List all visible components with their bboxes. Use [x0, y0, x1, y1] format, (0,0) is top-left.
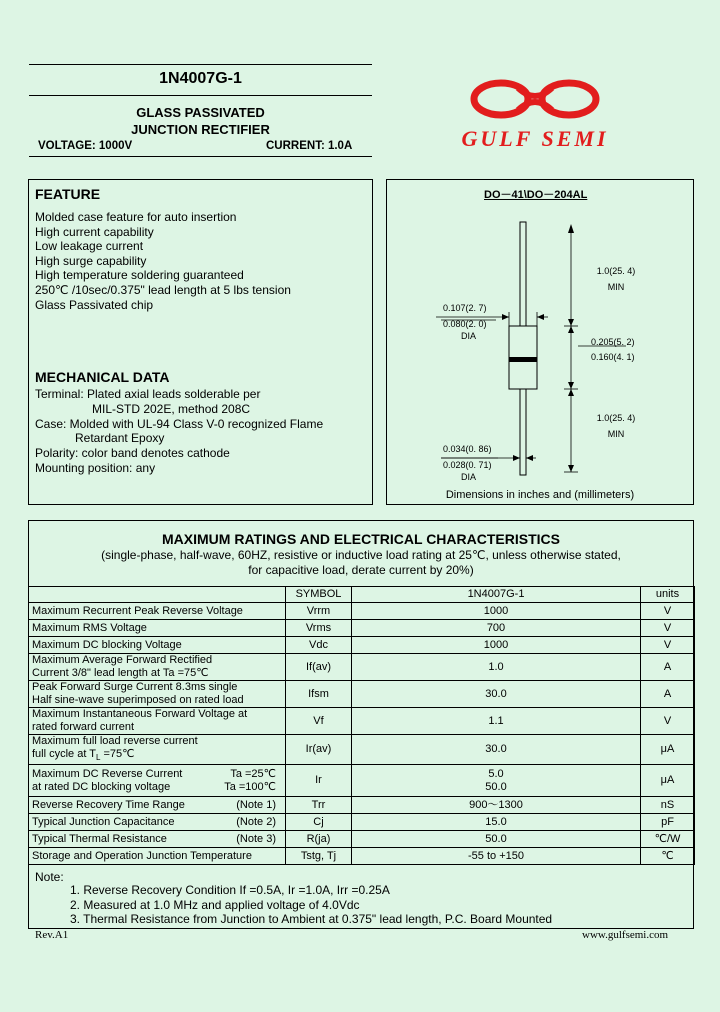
- body-diameter-max: 0.107(2. 7): [443, 303, 487, 313]
- value: 900～1300: [352, 797, 641, 814]
- units-column-header: units: [641, 587, 695, 603]
- symbol-column-header: SYMBOL: [286, 587, 352, 603]
- part-number-title: 1N4007G-1: [159, 70, 242, 87]
- gulf-semi-logo: [460, 76, 610, 154]
- header-rule-mid: [29, 95, 372, 96]
- body-diameter-min: 0.080(2. 0): [443, 319, 487, 329]
- parameter: Peak Forward Surge Current 8.3ms single Half sine-wave superimposed on rated load: [29, 681, 286, 708]
- symbol: Vrms: [286, 620, 352, 637]
- symbol: Ir: [286, 765, 352, 797]
- symbol: Ifsm: [286, 681, 352, 708]
- lead-length-top-min: MIN: [607, 282, 625, 292]
- dimensions-caption: Dimensions in inches and (millimeters): [445, 489, 635, 501]
- value: 1000: [352, 603, 641, 620]
- header-rule-top: [29, 64, 372, 65]
- table-row: [29, 848, 695, 865]
- logo-text: GULF SEMI: [461, 126, 609, 151]
- lead-diameter-label: DIA: [461, 472, 477, 482]
- table-row: [29, 620, 695, 637]
- symbol: Vdc: [286, 637, 352, 654]
- list-item: MIL-STD 202E, method 208C: [92, 401, 251, 416]
- list-item: High temperature soldering guaranteed: [35, 268, 244, 283]
- list-item: Case: Molded with UL-94 Class V-0 recognized Flame: [35, 416, 324, 431]
- value: 5.0 50.0: [352, 765, 641, 797]
- unit: nS: [641, 797, 695, 814]
- value: 30.0: [352, 681, 641, 708]
- unit: V: [641, 603, 695, 620]
- value: -55 to +150: [352, 848, 641, 865]
- description-line-2: JUNCTION RECTIFIER: [131, 122, 270, 137]
- note-item: 2. Measured at 1.0 MHz and applied voltage of 4.0Vdc: [70, 898, 360, 912]
- ratings-subtitle-2: for capacitive load, derate current by 20%): [248, 563, 474, 577]
- symbol: R(ja): [286, 831, 352, 848]
- lead-length-bottom-min: MIN: [607, 429, 625, 439]
- symbol: Trr: [286, 797, 352, 814]
- list-item: Low leakage current: [35, 239, 144, 254]
- value: 15.0: [352, 814, 641, 831]
- unit: V: [641, 620, 695, 637]
- unit: ℃/W: [641, 831, 695, 848]
- diode-outline-drawing: [386, 200, 694, 480]
- list-item: Polarity: color band denotes cathode: [35, 446, 230, 461]
- list-item: 250℃ /10sec/0.375" lead length at 5 lbs tension: [35, 282, 291, 297]
- value: 1000: [352, 637, 641, 654]
- table-row: [29, 831, 695, 848]
- feature-list: [35, 210, 291, 312]
- unit: V: [641, 708, 695, 735]
- parameter: Reverse Recovery Time Range (Note 1): [29, 797, 286, 814]
- lead-length-bottom-label: 1.0(25. 4): [596, 413, 636, 423]
- revision-label: Rev.A1: [35, 929, 69, 941]
- cathode-band: [509, 357, 537, 362]
- unit: pF: [641, 814, 695, 831]
- unit: μA: [641, 735, 695, 765]
- header-rule-bottom: [29, 156, 372, 157]
- body-length-max: 0.205(5. 2): [591, 337, 635, 347]
- symbol: Ir(av): [286, 735, 352, 765]
- table-row: [29, 708, 695, 735]
- list-item: High surge capability: [35, 253, 147, 268]
- lead-diameter-max: 0.034(0. 86): [443, 444, 492, 454]
- parameter: Storage and Operation Junction Temperature: [29, 848, 286, 865]
- table-row: [29, 765, 695, 797]
- part-column-header: 1N4007G-1: [352, 587, 641, 603]
- value: 50.0: [352, 831, 641, 848]
- website-link[interactable]: www.gulfsemi.com: [582, 929, 669, 941]
- unit: V: [641, 637, 695, 654]
- lead-length-top-label: 1.0(25. 4): [596, 266, 636, 276]
- table-row: [29, 637, 695, 654]
- list-item: High current capability: [35, 224, 154, 239]
- value: 1.0: [352, 654, 641, 681]
- unit: μA: [641, 765, 695, 797]
- table-row: [29, 654, 695, 681]
- table-row: [29, 814, 695, 831]
- ratings-title: MAXIMUM RATINGS AND ELECTRICAL CHARACTERISTICS: [162, 531, 560, 547]
- parameter: Maximum Recurrent Peak Reverse Voltage: [29, 603, 286, 620]
- unit: A: [641, 654, 695, 681]
- parameter: Maximum full load reverse current full cycle at $T_L$ =75℃: [29, 735, 286, 765]
- body-diameter-label: DIA: [461, 331, 477, 341]
- list-item: Retardant Epoxy: [75, 431, 165, 446]
- parameter: Maximum RMS Voltage: [29, 620, 286, 637]
- upper-lead: [520, 222, 526, 326]
- package-title: DO－41\DO－204AL: [484, 189, 588, 201]
- lead-diameter-min: 0.028(0. 71): [443, 460, 492, 470]
- list-item: Glass Passivated chip: [35, 297, 154, 312]
- list-item: Mounting position: any: [35, 460, 156, 475]
- voltage-rating: VOLTAGE: 1000V: [38, 140, 133, 152]
- body-length-min: 0.160(4. 1): [591, 352, 635, 362]
- parameter: Maximum Average Forward Rectified Current 3/8" lead length at Ta =75℃: [29, 654, 286, 681]
- note-item: 3. Thermal Resistance from Junction to Ambient at 0.375" lead length, P.C. Board Mounted: [70, 912, 553, 926]
- symbol: Vf: [286, 708, 352, 735]
- unit: A: [641, 681, 695, 708]
- current-rating: CURRENT: 1.0A: [266, 140, 353, 152]
- mechanical-list: [35, 387, 323, 476]
- ratings-table: [28, 586, 695, 865]
- table-row: [29, 735, 695, 765]
- symbol: Cj: [286, 814, 352, 831]
- symbol: Tstg, Tj: [286, 848, 352, 865]
- parameter: Maximum DC blocking Voltage: [29, 637, 286, 654]
- list-item: Terminal: Plated axial leads solderable per: [35, 387, 261, 401]
- ratings-subtitle-1: (single-phase, half-wave, 60HZ, resistive or inductive load rating at 25℃, unless otherwise stated,: [101, 548, 621, 562]
- table-header-row: [29, 587, 695, 603]
- value: 1.1: [352, 708, 641, 735]
- unit: ℃: [641, 848, 695, 865]
- value: 30.0: [352, 735, 641, 765]
- note-item: 1. Reverse Recovery Condition If =0.5A, Ir =1.0A, Irr =0.25A: [70, 883, 390, 897]
- symbol: Vrrm: [286, 603, 352, 620]
- feature-title: FEATURE: [35, 186, 101, 202]
- table-row: [29, 797, 695, 814]
- list-item: Molded case feature for auto insertion: [35, 210, 237, 224]
- notes-title: Note:: [35, 870, 64, 884]
- symbol: If(av): [286, 654, 352, 681]
- parameter: Maximum Instantaneous Forward Voltage at rated forward current: [29, 708, 286, 735]
- value: 700: [352, 620, 641, 637]
- mechanical-title: MECHANICAL DATA: [35, 369, 170, 385]
- parameter: Maximum DC Reverse Current Ta =25℃ at rated DC blocking voltage Ta =100℃: [29, 765, 286, 797]
- table-row: [29, 603, 695, 620]
- parameter: Typical Junction Capacitance (Note 2): [29, 814, 286, 831]
- table-row: [29, 681, 695, 708]
- parameter: Typical Thermal Resistance (Note 3): [29, 831, 286, 848]
- lower-lead: [520, 389, 526, 475]
- description-line-1: GLASS PASSIVATED: [136, 105, 265, 120]
